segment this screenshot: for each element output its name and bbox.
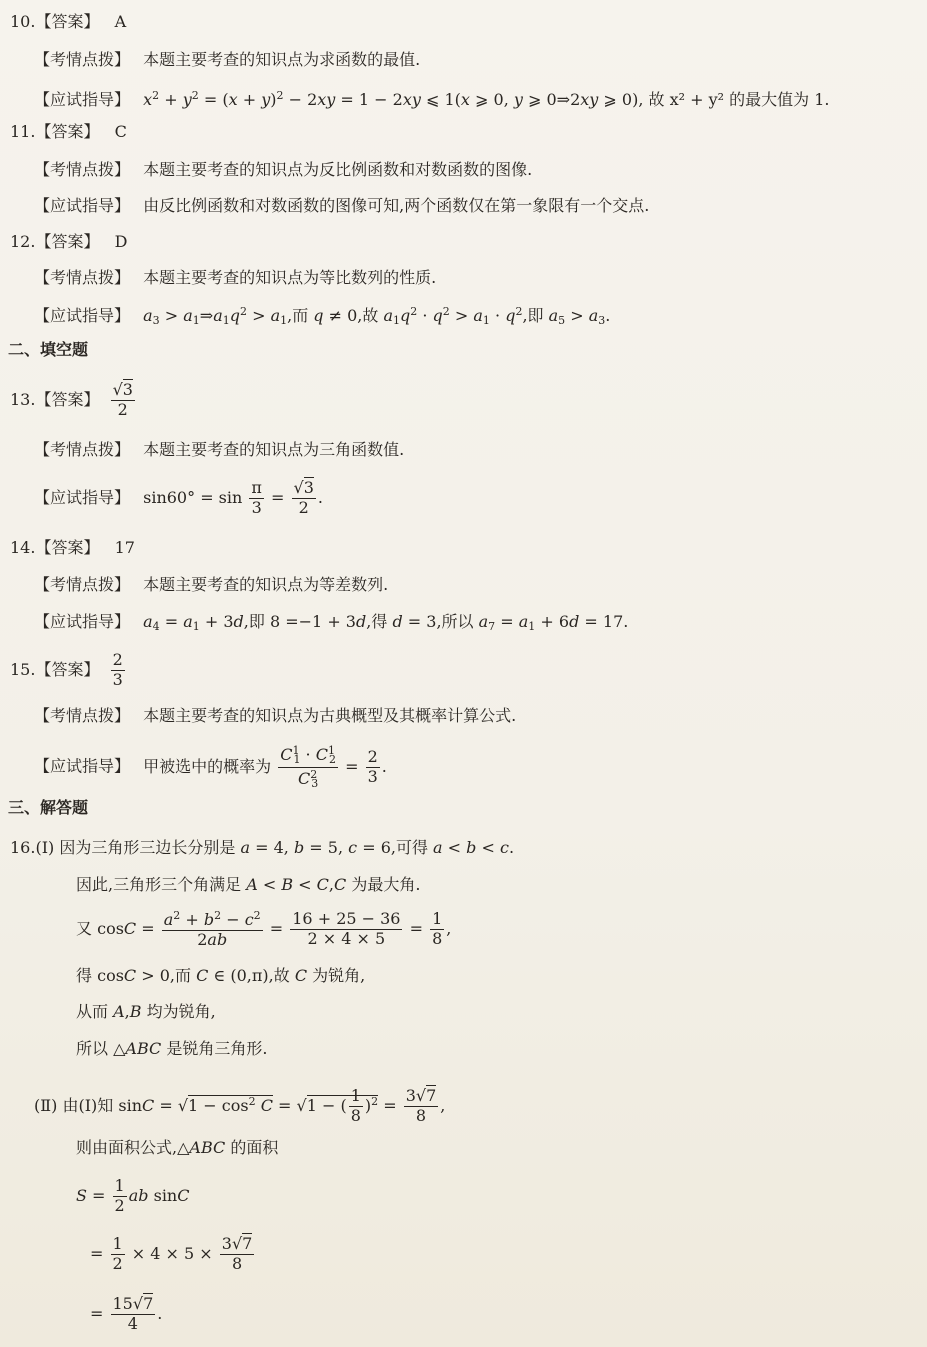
q11-guide-line (34, 198, 649, 214)
sentence-text: 由(Ⅰ)知 (62, 1095, 114, 1115)
sentence-text: 的面积 (230, 1138, 279, 1157)
point-text: 本题主要考查的知识点为等差数列. (143, 575, 389, 594)
q10-guide-line (34, 90, 830, 108)
q16-line5 (76, 1004, 216, 1020)
math-text: = $\frac{1}{2}$ × 4 × 5 × $\frac{3√7}{8}$ (90, 1234, 253, 1273)
q13-guide-line (34, 480, 323, 517)
q11-point-line (34, 162, 532, 178)
question-number: 13. (10, 389, 36, 409)
q14-answer-line (10, 540, 135, 556)
sentence-text: 从而 (76, 1002, 109, 1021)
q13-point-line (34, 442, 404, 458)
answer-value: C (114, 122, 127, 141)
sentence-text: 所以 (76, 1039, 109, 1058)
guide-tag: 【应试指导】 (34, 756, 131, 776)
guide-tag: 【应试指导】 (34, 487, 131, 507)
question-number: 12. (10, 232, 36, 251)
point-text: 本题主要考查的知识点为等比数列的性质. (143, 268, 437, 287)
answer-tag: 【答案】 (35, 389, 100, 409)
math-text: cosC = $\frac{a^2 + b^2 - c^2}{2ab}$ = $\frac{16 + 25 - 36}{2 \times 4 \times 5}$ = $\frac{1}{8}$ , (97, 909, 452, 949)
section-heading: 三、解答题 (8, 798, 89, 817)
answer-tag: 【答案】 (35, 12, 100, 31)
q16-area-result (90, 1296, 162, 1333)
q13-answer-line (10, 382, 137, 419)
q14-point-line (34, 577, 388, 593)
math-text: △ABC (177, 1138, 226, 1157)
question-number: 14. (10, 538, 36, 557)
q11-answer-line (10, 124, 127, 140)
sentence-text: 因为三角形三边长分别是 (59, 838, 236, 857)
q10-answer-line (10, 14, 126, 30)
math-text: = $\frac{15√7}{4}$ . (90, 1294, 163, 1333)
sentence-text: 因此,三角形三个角满足 (76, 875, 242, 894)
guide-tag: 【应试指导】 (34, 306, 131, 325)
answer-tag: 【答案】 (35, 659, 100, 679)
q16-area-formula (76, 1178, 189, 1215)
math-text: △ABC 是锐角三角形. (113, 1039, 268, 1058)
math-text: a = 4, b = 5, c = 6,可得 a < b < c. (240, 838, 515, 857)
answer-value: D (114, 232, 128, 251)
q12-point-line (34, 270, 436, 286)
q15-answer-line (10, 652, 127, 689)
answer-fraction: $\frac{2}{3}$ (112, 650, 123, 689)
guide-math: $\frac{C^1_1 \cdot C^1_2}{C^2_3}$ = $\frac{2}{3}$ . (280, 744, 387, 790)
guide-tag: 【应试指导】 (34, 90, 131, 109)
q16-area-step1 (90, 1236, 256, 1273)
q16-line1 (10, 840, 514, 856)
point-text: 本题主要考查的知识点为求函数的最值. (143, 50, 421, 69)
point-tag: 【考情点拨】 (34, 160, 131, 179)
answer-value: A (114, 12, 127, 31)
point-text: 本题主要考查的知识点为三角函数值. (143, 440, 405, 459)
math-text: A,B 均为锐角, (113, 1002, 216, 1021)
math-text: S = $\frac{1}{2}$ ab sinC (76, 1176, 190, 1215)
answer-fraction: $\frac{√3}{2}$ (112, 380, 133, 419)
point-text: 本题主要考查的知识点为反比例函数和对数函数的图像. (143, 160, 533, 179)
q10-point-line (34, 52, 420, 68)
math-text: A < B < C,C 为最大角. (246, 875, 421, 894)
guide-math: $a_3$ > $a_1\Rightarrow a_1q^2 > a_1$,而 q ≠ 0,故 $a_1q^2 \cdot q^2 > a_1 \cdot q^2$,即 $a_5 > a_3$. (143, 305, 611, 327)
q14-guide-line (34, 614, 628, 632)
question-number: 11. (10, 122, 36, 141)
guide-text: 由反比例函数和对数函数的图像可知,两个函数仅在第一象限有一个交点. (143, 196, 650, 215)
q16-line4 (76, 968, 365, 984)
guide-tag: 【应试指导】 (34, 196, 131, 215)
answer-tag: 【答案】 (35, 122, 100, 141)
point-tag: 【考情点拨】 (34, 268, 131, 287)
sentence-text: 得 (76, 966, 93, 985)
part-label: (Ⅰ) (35, 838, 55, 857)
point-tag: 【考情点拨】 (34, 440, 131, 459)
math-text: $\sin C = √1 - \cos^2 C = √1$ − ( $\frac{1}{8}$ )$^2$ = $\frac{3√7}{8}$ , (118, 1086, 446, 1125)
point-tag: 【考情点拨】 (34, 50, 131, 69)
question-number: 15. (10, 659, 36, 679)
q12-answer-line (10, 234, 127, 250)
q16-line6 (76, 1041, 267, 1057)
section-heading: 二、填空题 (8, 340, 89, 359)
point-text: 本题主要考查的知识点为古典概型及其概率计算公式. (143, 706, 517, 725)
part-label: (Ⅱ) (34, 1095, 58, 1115)
q15-guide-line (34, 745, 387, 789)
q16-part2-line2 (76, 1140, 278, 1156)
answer-value: 17 (114, 538, 135, 557)
question-number: 10. (10, 12, 36, 31)
point-tag: 【考情点拨】 (34, 706, 131, 725)
q16-line2 (76, 877, 420, 893)
guide-math: $a_4 = a_1 + 3d$,即 8 =−1 + 3d,得 d = 3,所以 $a_7 = a_1 + 6d = 17$. (143, 612, 629, 633)
guide-math: sin60° = sin $\frac{\pi}{3}$ = $\frac{√3}{2}$ . (143, 478, 323, 517)
question-number: 16. (10, 838, 36, 857)
sentence-text: 则由面积公式, (76, 1138, 178, 1157)
q16-line3 (76, 910, 451, 949)
guide-prefix: 甲被选中的概率为 (143, 756, 272, 776)
point-tag: 【考情点拨】 (34, 575, 131, 594)
answer-tag: 【答案】 (35, 232, 100, 251)
math-text: cosC > 0,而 C ∈ (0,π),故 C 为锐角, (97, 966, 366, 985)
guide-tail: 故 x² + y² 的最大值为 1. (648, 90, 830, 109)
q12-guide-line (34, 306, 610, 326)
sentence-text: 又 (76, 918, 93, 938)
q16-part2-line1 (34, 1088, 445, 1125)
answer-tag: 【答案】 (35, 538, 100, 557)
q15-point-line (34, 708, 516, 724)
guide-math: $x^2 + y^2 = (x + y)^2 - 2xy = 1 - 2xy$ ⩽ 1(x ⩾ 0, y ⩾ 0⇒2xy ⩾ 0), (143, 89, 649, 109)
guide-tag: 【应试指导】 (34, 612, 131, 631)
